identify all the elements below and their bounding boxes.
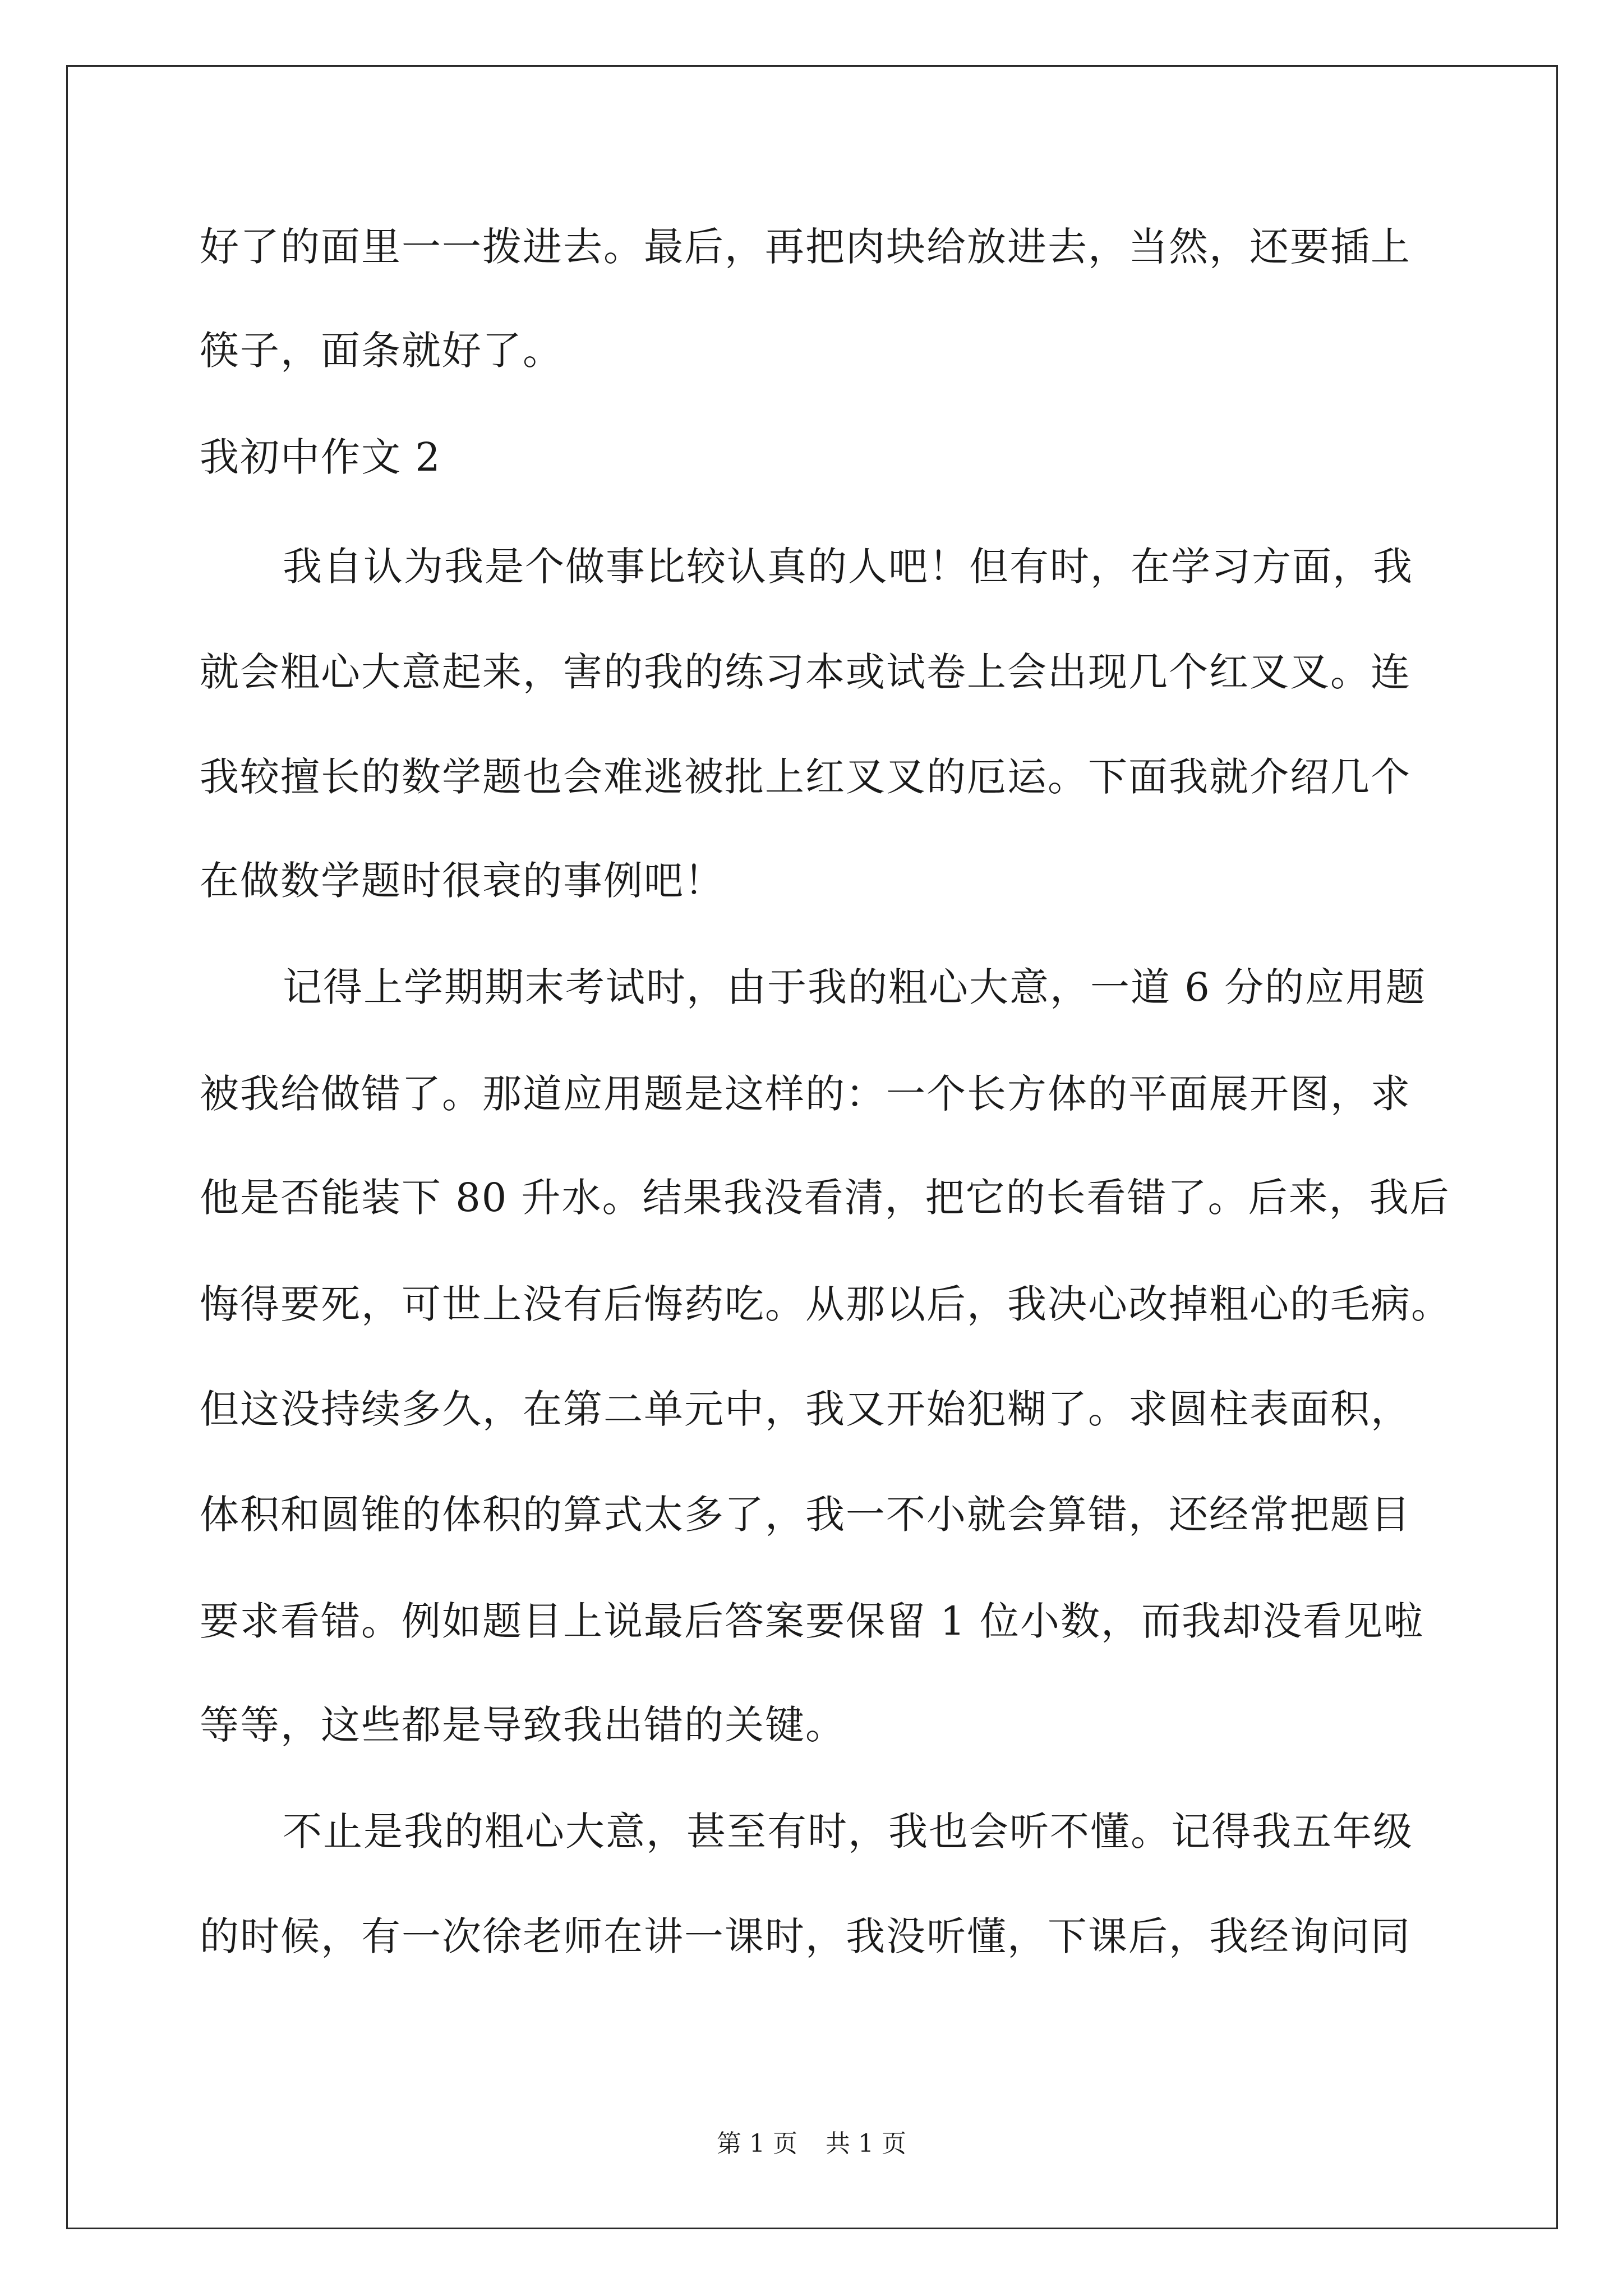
text-line: 悔得要死，可世上没有后悔药吃。从那以后，我决心改掉粗心的毛病。 [200, 1281, 1451, 1327]
text-line: 他是否能装下 80 升水。结果我没看清，把它的长看错了。后来，我后 [200, 1175, 1450, 1221]
text-line: 就会粗心大意起来，害的我的练习本或试卷上会出现几个红叉叉。连 [200, 649, 1411, 695]
text-line: 不止是我的粗心大意，甚至有时，我也会听不懂。记得我五年级 [283, 1809, 1413, 1855]
text-line: 好了的面里一一拨进去。最后，再把肉块给放进去，当然，还要插上 [200, 224, 1411, 270]
text-line: 的时候，有一次徐老师在讲一课时，我没听懂，下课后，我经询问同 [200, 1913, 1411, 1959]
section-heading: 我初中作文 2 [200, 434, 441, 480]
text-line: 但这没持续多久，在第二单元中，我又开始犯糊了。求圆柱表面积， [200, 1386, 1411, 1432]
text-line: 在做数学题时很衰的事例吧！ [200, 858, 725, 904]
page-number: 第 1 页 [717, 2129, 797, 2158]
page-total: 共 1 页 [826, 2129, 906, 2158]
text-line: 体积和圆锥的体积的算式太多了，我一不小就会算错，还经常把题目 [200, 1492, 1411, 1538]
text-line: 筷子，面条就好了。 [200, 328, 563, 374]
text-line: 记得上学期期末考试时，由于我的粗心大意，一道 6 分的应用题 [283, 964, 1427, 1010]
text-line: 等等，这些都是导致我出错的关键。 [200, 1702, 846, 1748]
text-line: 要求看错。例如题目上说最后答案要保留 1 位小数，而我却没看见啦 [200, 1598, 1424, 1644]
text-line: 我较擅长的数学题也会难逃被批上红叉叉的厄运。下面我就介绍几个 [200, 754, 1411, 800]
text-line: 我自认为我是个做事比较认真的人吧！但有时，在学习方面，我 [283, 544, 1413, 590]
page-footer [0, 2127, 1623, 2161]
text-line: 被我给做错了。那道应用题是这样的：一个长方体的平面展开图，求 [200, 1071, 1411, 1117]
